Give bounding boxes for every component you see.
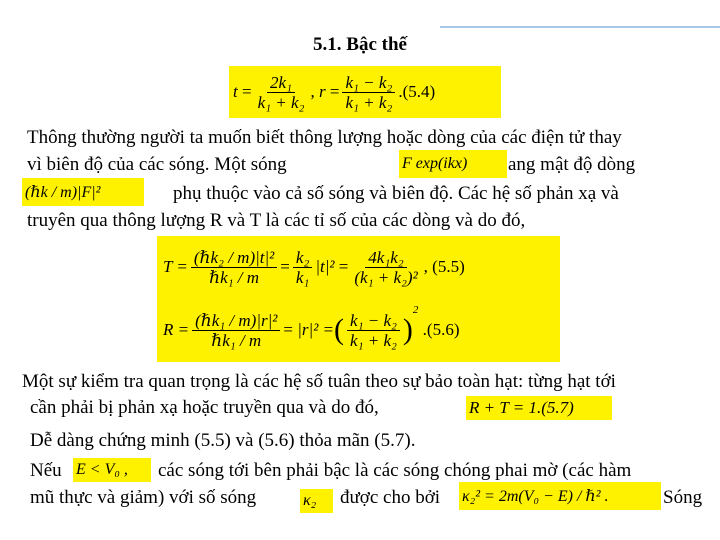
para2-line4a: Nếu <box>30 460 62 481</box>
fraction-numerator: (ℏk₂ / m)|t|² <box>191 248 277 268</box>
fraction-r <box>342 73 395 112</box>
eq-symbol-t: t <box>233 82 238 101</box>
equation-label: .(5.6) <box>422 320 460 339</box>
fraction-result <box>347 311 400 350</box>
equation-label: .(5.4) <box>398 82 436 101</box>
para2-line4b: các sóng tới bên phải bậc là các sóng chóng phai mờ (các hàm <box>158 460 632 481</box>
eq-equals: = <box>283 320 293 339</box>
fraction-denominator: k₁ + k₂ <box>345 92 393 112</box>
title-divider <box>440 26 720 28</box>
para1-line2b: ang mật độ dòng <box>508 154 636 175</box>
slide-title: 5.1. Bậc thế <box>313 34 407 55</box>
para2-line3: Dễ dàng chứng minh (5.5) và (5.6) thỏa mãn (5.7). <box>30 430 416 451</box>
para1-line4: truyên qua thông lượng R và T là các tỉ số của các dòng và do đó, <box>27 210 526 231</box>
fraction-k-ratio <box>293 248 312 287</box>
slide-title-wrap <box>0 34 720 56</box>
fraction-numerator: k₁ − k₂ <box>347 311 400 331</box>
eq-r-squared: |r|² = <box>297 320 335 339</box>
para2-line5a: mũ thực và giảm) với số sóng <box>30 487 257 508</box>
fraction-denominator: ℏk₁ / m <box>211 330 262 350</box>
para2-line2: cần phải bị phản xạ hoặc truyền qua và do đó, <box>30 397 379 418</box>
fraction-t <box>255 73 308 112</box>
eq-comma: , <box>310 82 315 101</box>
eq-equals: = <box>280 257 290 276</box>
eq-lhs-r: R = <box>163 320 190 339</box>
inline-flux-expression: (ℏk / m)|F|² <box>22 178 144 206</box>
eq-symbol-r: r <box>318 82 326 101</box>
fraction-result <box>351 248 420 287</box>
para2-line1: Một sự kiểm tra quan trọng là các hệ số tuân theo sự bảo toàn hạt: từng hạt tới <box>22 371 616 392</box>
fraction-denominator: k₁ + k₂ <box>350 330 397 350</box>
equation-label: , (5.5) <box>423 257 465 276</box>
fraction-denominator: ℏk₁ / m <box>209 267 260 287</box>
para2-line5c: Sóng <box>663 487 703 508</box>
equation-5-6: R = $\frac{\text{(ℏk₁ / m)|r|²}}{\text{ℏk₁ / m}}$ = |r|² = ( $\frac{\text{k₁ − k₂}}{\text{k₁ + k₂}}$ ) $^2$ .(5.6) <box>157 298 560 362</box>
inline-wave-expression: F exp(ikx) <box>399 150 507 178</box>
equation-5-4: t = $\frac{\text{2k₁}}{\text{k₁ + k₂}}$ , r = $\frac{\text{k₁ − k₂}}{\text{k₁ + k₂}}$ .(5.4) <box>229 66 501 118</box>
fraction-flux-ratio <box>192 311 280 350</box>
para1-line1: Thông thường người ta muốn biết thông lượng hoặc dòng của các điện tử thay <box>27 127 622 148</box>
fraction-numerator: 4k₁k₂ <box>365 248 406 268</box>
fraction-denominator: (k₁ + k₂)² <box>354 267 418 287</box>
eq-equals: = <box>241 82 252 101</box>
fraction-flux-ratio <box>191 248 277 287</box>
inline-energy-condition: E < V₀ , <box>73 458 151 482</box>
equation-5-5 <box>157 236 560 298</box>
para1-line3: phụ thuộc vào cả số sóng và biên độ. Các hệ số phản xạ và <box>173 183 619 204</box>
fraction-numerator: k₁ − k₂ <box>342 73 395 93</box>
equation-5-7: R + T = 1.(5.7) <box>466 396 612 420</box>
eq-t-squared: |t|² <box>315 257 335 276</box>
eq-equals: = <box>338 257 349 276</box>
eq-lhs-t: T = <box>163 257 188 276</box>
inline-kappa: κ₂ <box>300 489 333 513</box>
inline-kappa-definition: κ₂² = 2m(V₀ − E) / ℏ² . <box>459 482 661 510</box>
para2-line5b: được cho bởi <box>340 487 441 508</box>
exponent: 2 <box>412 304 419 316</box>
para1-line2a: vì biên độ của các sóng. Một sóng <box>27 154 287 175</box>
fraction-numerator: 2k₁ <box>267 73 295 93</box>
fraction-numerator: (ℏk₁ / m)|r|² <box>192 311 280 331</box>
fraction-numerator: k₂ <box>293 248 312 268</box>
fraction-denominator: k₁ + k₂ <box>257 92 305 112</box>
fraction-denominator: k₁ <box>295 267 310 287</box>
